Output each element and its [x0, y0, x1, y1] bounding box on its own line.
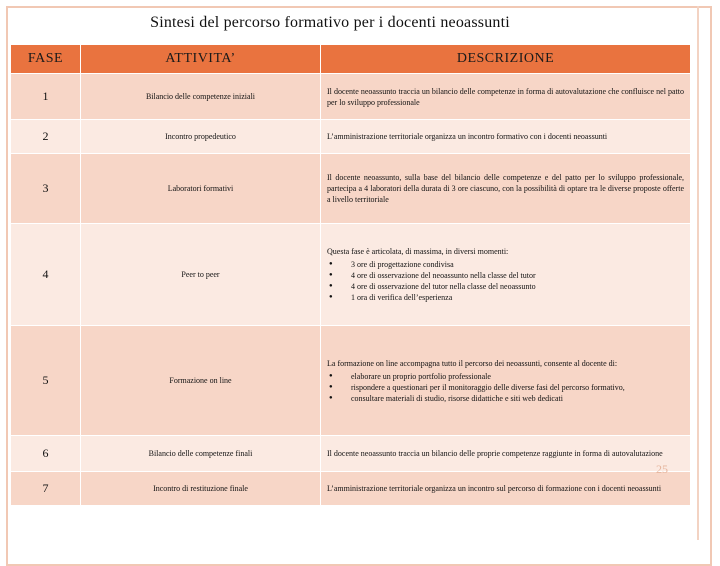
fase-cell: 4 — [11, 224, 81, 326]
header-attivita: ATTIVITA’ — [81, 45, 321, 74]
table-row — [11, 120, 691, 154]
header-fase: FASE — [11, 45, 81, 74]
bullet-list — [327, 259, 684, 303]
table-row — [11, 326, 691, 436]
decorative-rule — [697, 6, 699, 540]
attivita-cell: Bilancio delle competenze iniziali — [81, 74, 321, 120]
descrizione-cell — [321, 326, 691, 436]
page-number: 25 — [656, 462, 668, 476]
list-item: ● 1 ora di verifica dell’esperienza — [351, 292, 684, 303]
descrizione-intro: La formazione on line accompagna tutto il percorso dei neoassunti, consente al docente di: — [327, 358, 618, 368]
fase-cell: 6 — [11, 436, 81, 472]
table-header-row — [11, 45, 691, 74]
table-row — [11, 436, 691, 472]
bullet-list — [327, 371, 684, 404]
descrizione-intro: Questa fase è articolata, di massima, in diversi momenti: — [327, 247, 509, 256]
list-item: ● elaborare un proprio portfolio professionale — [351, 371, 684, 382]
attivita-cell: Laboratori formativi — [81, 154, 321, 224]
table-row — [11, 154, 691, 224]
list-item: ● consultare materiali di studio, risorse didattiche e siti web dedicati — [351, 393, 684, 404]
attivita-cell: Formazione on line — [81, 326, 321, 436]
attivita-cell: Peer to peer — [81, 224, 321, 326]
training-plan-table — [10, 44, 691, 506]
list-item: ● rispondere a questionari per il monitoraggio delle diverse fasi del percorso formativo, — [351, 382, 684, 393]
fase-cell: 2 — [11, 120, 81, 154]
descrizione-cell: L’amministrazione territoriale organizza un incontro sul percorso di formazione con i docenti neoassunti — [321, 472, 691, 506]
descrizione-cell: Il docente neoassunto, sulla base del bilancio delle competenze e del patto per lo sviluppo professionale, partecipa a 4 laboratori della durata di 3 ore ciascuno, con la possibilità di optare tra le diverse proposte offerte a livello territoriale — [321, 154, 691, 224]
descrizione-cell: Il docente neoassunto traccia un bilancio delle proprie competenze raggiunte in forma di autovalutazione — [321, 436, 691, 472]
list-item: ● 4 ore di osservazione del tutor nella classe del neoassunto — [351, 281, 684, 292]
list-item: ● 3 ore di progettazione condivisa — [351, 259, 684, 270]
table-row — [11, 74, 691, 120]
attivita-cell: Incontro di restituzione finale — [81, 472, 321, 506]
table-row — [11, 224, 691, 326]
attivita-cell: Incontro propedeutico — [81, 120, 321, 154]
descrizione-cell — [321, 224, 691, 326]
descrizione-cell: Il docente neoassunto traccia un bilancio delle competenze in forma di autovalutazione che confluisce nel patto per lo sviluppo professionale — [321, 74, 691, 120]
descrizione-cell: L’amministrazione territoriale organizza un incontro formativo con i docenti neoassunti — [321, 120, 691, 154]
fase-cell: 3 — [11, 154, 81, 224]
header-descrizione: DESCRIZIONE — [321, 45, 691, 74]
attivita-cell: Bilancio delle competenze finali — [81, 436, 321, 472]
fase-cell: 1 — [11, 74, 81, 120]
fase-cell: 7 — [11, 472, 81, 506]
page-title: Sintesi del percorso formativo per i docenti neoassunti — [150, 14, 510, 31]
list-item: ● 4 ore di osservazione del neoassunto nella classe del tutor — [351, 270, 684, 281]
fase-cell: 5 — [11, 326, 81, 436]
table-row — [11, 472, 691, 506]
